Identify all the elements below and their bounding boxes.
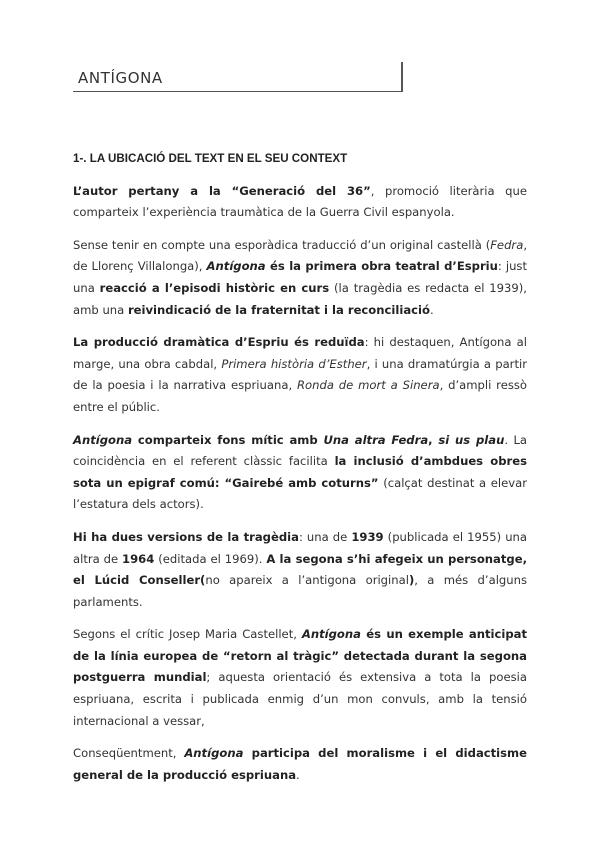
p2-text-5: . bbox=[429, 302, 434, 317]
p7-text-1: Conseqüentment, bbox=[73, 746, 185, 761]
header-rule bbox=[73, 91, 403, 92]
p5-text-5: , a més d’alguns parlaments. bbox=[73, 573, 528, 609]
p5-text-1: : una de bbox=[298, 529, 352, 544]
p2-text-4: (la tragèdia es redacta el 1939), amb una bbox=[73, 280, 527, 317]
paragraph-4 bbox=[73, 430, 527, 516]
p2-bold-1: és la primera obra teatral d’Espriu bbox=[265, 259, 498, 274]
p2-bold-italic-1: Antígona bbox=[206, 259, 266, 274]
p2-text-3: : just una bbox=[73, 259, 528, 295]
p1-text-1: , promoció literària que comparteix l’experiència traumàtica de la Guerra Civil espanyola. bbox=[73, 183, 527, 220]
p4-bold-3: la inclusió d’ambdues obres sota un epigraf comú: “Gairebé amb coturns” bbox=[73, 454, 527, 490]
p7-bold-italic-1: Antígona bbox=[184, 746, 244, 761]
p3-text-2: , i una dramatúrgia a partir de la poesia i la narrativa espriuana, bbox=[73, 356, 527, 393]
paragraph-3 bbox=[73, 332, 527, 418]
p6-text-2: ; aquesta orientació és extensiva a tota la poesia espriuana, escrita i publicada enmig d’un mon convuls, amb la tensió internacional a vessar, bbox=[73, 670, 527, 728]
p3-italic-1: Primera història d’Esther bbox=[221, 356, 367, 371]
header-vertical-rule bbox=[401, 62, 403, 92]
paragraph-5 bbox=[73, 527, 527, 613]
p3-text-3: , d’ampli ressò entre el públic. bbox=[73, 378, 528, 414]
p5-text-3: (editada el 1969). bbox=[154, 551, 267, 566]
p5-bold-4: A la segona s’hi afegeix un personatge, el Lúcid Conseller( bbox=[73, 551, 527, 588]
p2-text-1: Sense tenir en compte una esporàdica traducció d’un original castellà ( bbox=[73, 237, 491, 252]
p4-bold-italic-1: Antígona bbox=[73, 432, 133, 447]
p5-bold-3: 1964 bbox=[122, 551, 155, 566]
paragraph-7 bbox=[73, 743, 527, 786]
p4-bold-italic-3: si us plau bbox=[438, 432, 505, 447]
p4-bold-italic-2: Una altra Fedra bbox=[323, 432, 429, 447]
p5-text-4: no apareix a l’antigona original bbox=[205, 573, 409, 588]
p6-bold-italic-1: Antígona bbox=[301, 627, 361, 642]
document-body bbox=[73, 148, 527, 797]
p3-italic-2: Ronda de mort a Sinera bbox=[296, 378, 440, 393]
p3-bold-1: La producció dramàtica d’Espriu és reduïda bbox=[73, 335, 365, 350]
p6-text-1: Segons el crític Josep Maria Castellet, bbox=[73, 627, 302, 642]
p4-text-1: . La coincidència en el referent clàssic facilita bbox=[73, 432, 528, 469]
p5-text-2: (publicada el 1955) una altra de bbox=[73, 529, 527, 566]
p1-bold-1: L’autor pertany a la “Generació del 36” bbox=[73, 183, 371, 198]
paragraph-1 bbox=[73, 181, 527, 224]
p7-text-2: . bbox=[296, 767, 300, 782]
p2-bold-2: reacció a l’episodi històric en curs bbox=[99, 280, 330, 295]
p4-bold-1: comparteix fons mític amb bbox=[132, 432, 324, 447]
p5-bold-2: 1939 bbox=[351, 529, 384, 544]
p2-text-2: , de Llorenç Villalonga), bbox=[73, 237, 527, 274]
p7-bold-1: participa del moralisme i el didactisme general de la producció espriuana bbox=[73, 746, 528, 782]
p4-bold-2: , bbox=[428, 432, 439, 447]
paragraph-2 bbox=[73, 235, 527, 321]
p6-bold-1: és un exemple anticipat de la línia europea de “retorn al tràgic” detectada durant la segona postguerra mundial bbox=[73, 627, 527, 685]
p2-bold-3: reivindicació de la fraternitat i la reconciliació bbox=[127, 302, 430, 317]
p4-text-2: (calçat destinat a elevar l’estatura dels actors). bbox=[73, 475, 527, 512]
p5-bold-1: Hi ha dues versions de la tragèdia bbox=[73, 529, 299, 544]
paragraph-6 bbox=[73, 624, 527, 732]
header-title: ANTÍGONA bbox=[78, 69, 163, 87]
p5-bold-5: ) bbox=[408, 573, 415, 588]
p3-text-1: : hi destaquen, Antígona al marge, una obra cabdal, bbox=[73, 335, 527, 371]
p2-italic-1: Fedra bbox=[490, 237, 524, 252]
section-heading: 1-. LA UBICACIÓ DEL TEXT EN EL SEU CONTEXT bbox=[73, 152, 348, 165]
